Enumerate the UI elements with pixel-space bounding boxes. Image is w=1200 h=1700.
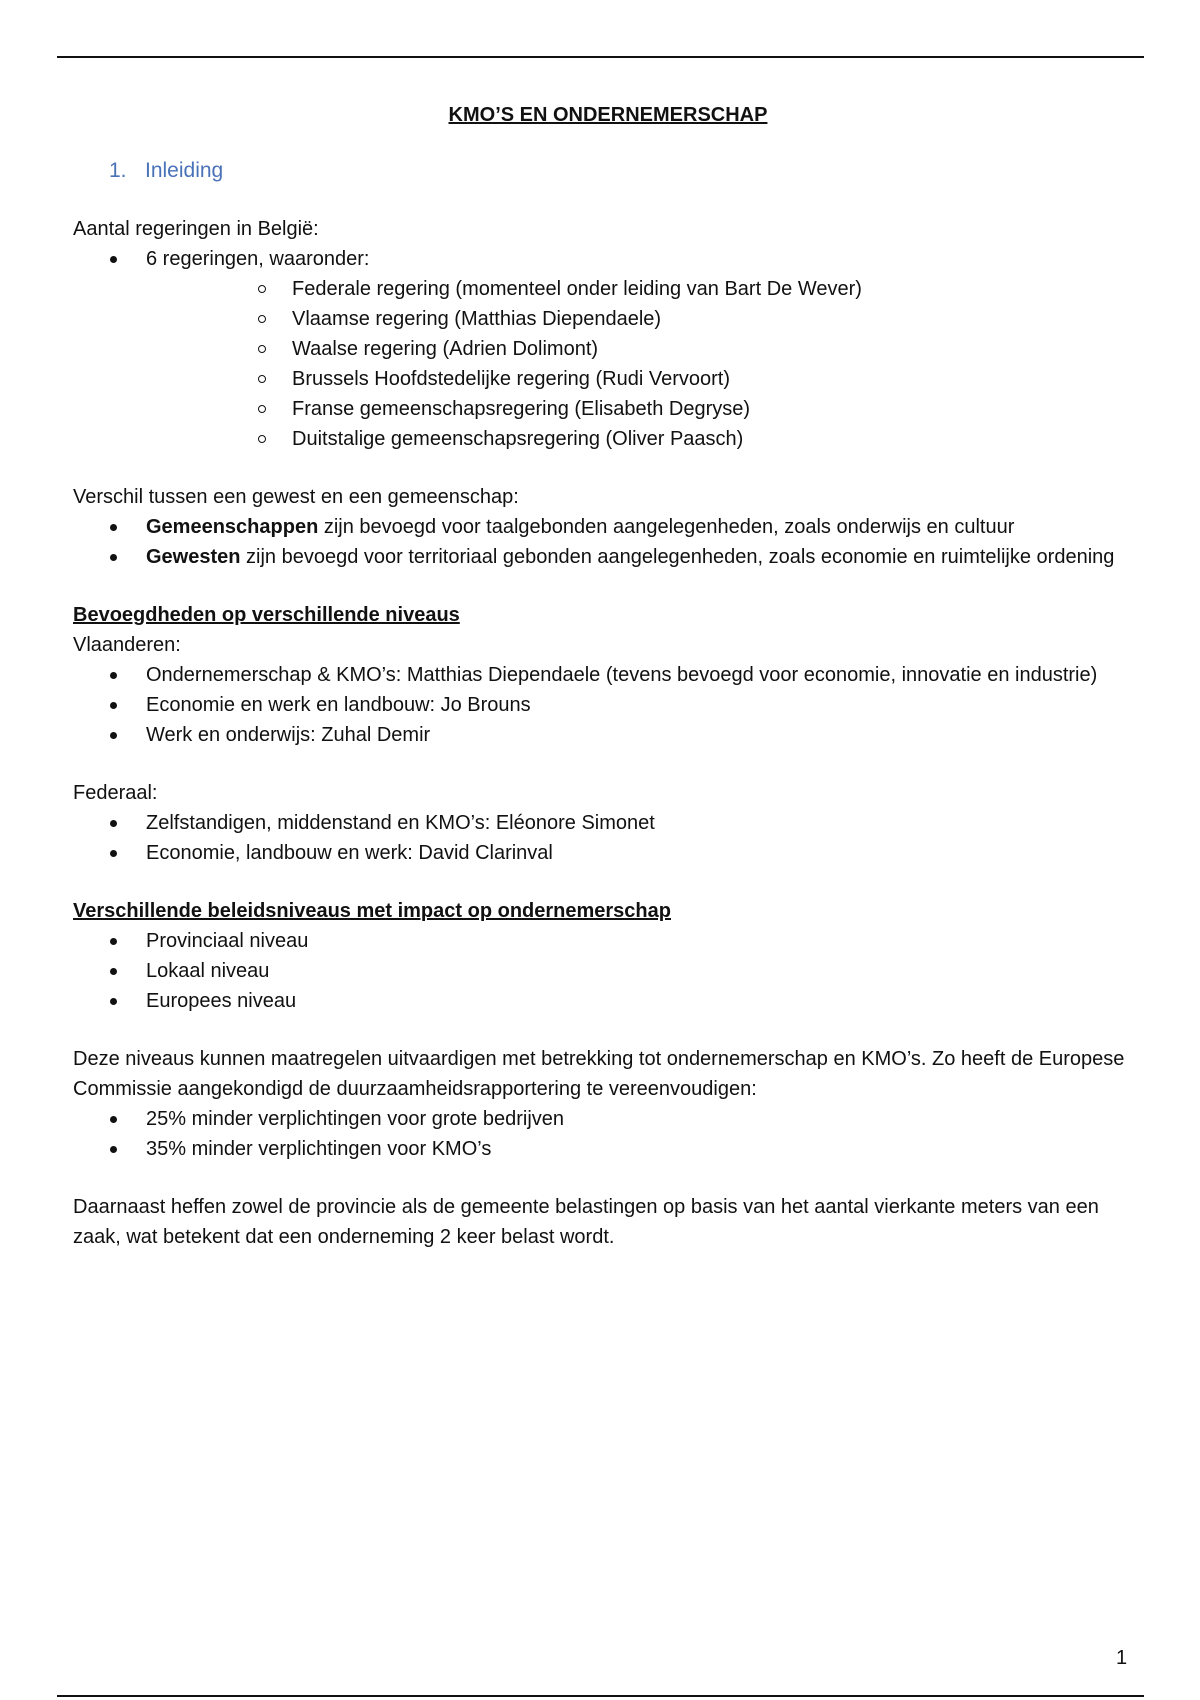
list-item: Vlaamse regering (Matthias Diependaele) <box>146 304 1133 334</box>
federaal-list <box>73 808 1133 868</box>
list-item: Zelfstandigen, middenstand en KMO’s: Eléonore Simonet <box>73 808 1133 838</box>
regeringen-list <box>73 244 1133 454</box>
vlaanderen-label: Vlaanderen: <box>73 634 181 656</box>
page-number: 1 <box>1116 1647 1128 1669</box>
vlaanderen-list <box>73 660 1133 750</box>
beleidsniveaus-list <box>73 926 1133 1016</box>
beleidsniveaus-block <box>73 896 1133 1016</box>
list-item: Werk en onderwijs: Zuhal Demir <box>73 720 1133 750</box>
definition-gemeenschappen: zijn bevoegd voor taalgebonden aangelegenheden, zoals onderwijs en cultuur <box>318 516 1015 538</box>
bevoegdheden-heading: Bevoegdheden op verschillende niveaus <box>73 604 460 626</box>
list-item: Economie en werk en landbouw: Jo Brouns <box>73 690 1133 720</box>
belastingen-block <box>73 1192 1133 1252</box>
maatregelen-paragraph: Deze niveaus kunnen maatregelen uitvaardigen met betrekking tot ondernemerschap en KMO’s. Zo heeft de Europese Commissie aangekondigd de duurzaamheidsrapportering te vereenvoudigen: <box>73 1048 1125 1100</box>
list-item: Federale regering (momenteel onder leiding van Bart De Wever) <box>146 274 1133 304</box>
list-item: Ondernemerschap & KMO’s: Matthias Diependaele (tevens bevoegd voor economie, innovatie en industrie) <box>73 660 1133 690</box>
list-item: Europees niveau <box>73 986 1133 1016</box>
document-title: KMO’S EN ONDERNEMERSCHAP <box>448 104 768 126</box>
list-item: Provinciaal niveau <box>73 926 1133 956</box>
verschil-block <box>73 482 1133 572</box>
federaal-label: Federaal: <box>73 782 158 804</box>
verschil-list <box>73 512 1133 572</box>
footer-rule <box>57 1695 1144 1697</box>
list-item <box>73 512 1133 542</box>
regeringen-block <box>73 214 1133 454</box>
list-item: Duitstalige gemeenschapsregering (Oliver Paasch) <box>146 424 1133 454</box>
section-number: 1. <box>109 159 127 182</box>
list-item: 35% minder verplichtingen voor KMO’s <box>73 1134 1133 1164</box>
maatregelen-block <box>73 1044 1133 1164</box>
regeringen-bullet: 6 regeringen, waaronder: <box>146 248 370 270</box>
section-label: Inleiding <box>145 159 224 182</box>
section-heading <box>109 156 1133 186</box>
term-gewesten: Gewesten <box>146 546 241 568</box>
beleidsniveaus-heading: Verschillende beleidsniveaus met impact op ondernemerschap <box>73 900 671 922</box>
document-body <box>73 100 1133 1280</box>
list-item: Waalse regering (Adrien Dolimont) <box>146 334 1133 364</box>
list-item <box>73 542 1133 572</box>
list-item: Lokaal niveau <box>73 956 1133 986</box>
verschil-intro: Verschil tussen een gewest en een gemeenschap: <box>73 486 519 508</box>
list-item <box>73 244 1133 454</box>
definition-gewesten: zijn bevoegd voor territoriaal gebonden aangelegenheden, zoals economie en ruimtelijke ordening <box>240 546 1115 568</box>
list-item: Economie, landbouw en werk: David Clarinval <box>73 838 1133 868</box>
list-item: Brussels Hoofdstedelijke regering (Rudi Vervoort) <box>146 364 1133 394</box>
regeringen-intro: Aantal regeringen in België: <box>73 218 319 240</box>
maatregelen-list <box>73 1104 1133 1164</box>
federaal-block <box>73 778 1133 868</box>
regeringen-sublist <box>146 274 1133 454</box>
list-item: 25% minder verplichtingen voor grote bedrijven <box>73 1104 1133 1134</box>
belastingen-paragraph: Daarnaast heffen zowel de provincie als de gemeente belastingen op basis van het aantal vierkante meters van een zaak, wat betekent dat een onderneming 2 keer belast wordt. <box>73 1196 1099 1248</box>
term-gemeenschappen: Gemeenschappen <box>146 516 319 538</box>
header-rule <box>57 56 1144 58</box>
bevoegdheden-block <box>73 600 1133 750</box>
list-item: Franse gemeenschapsregering (Elisabeth Degryse) <box>146 394 1133 424</box>
